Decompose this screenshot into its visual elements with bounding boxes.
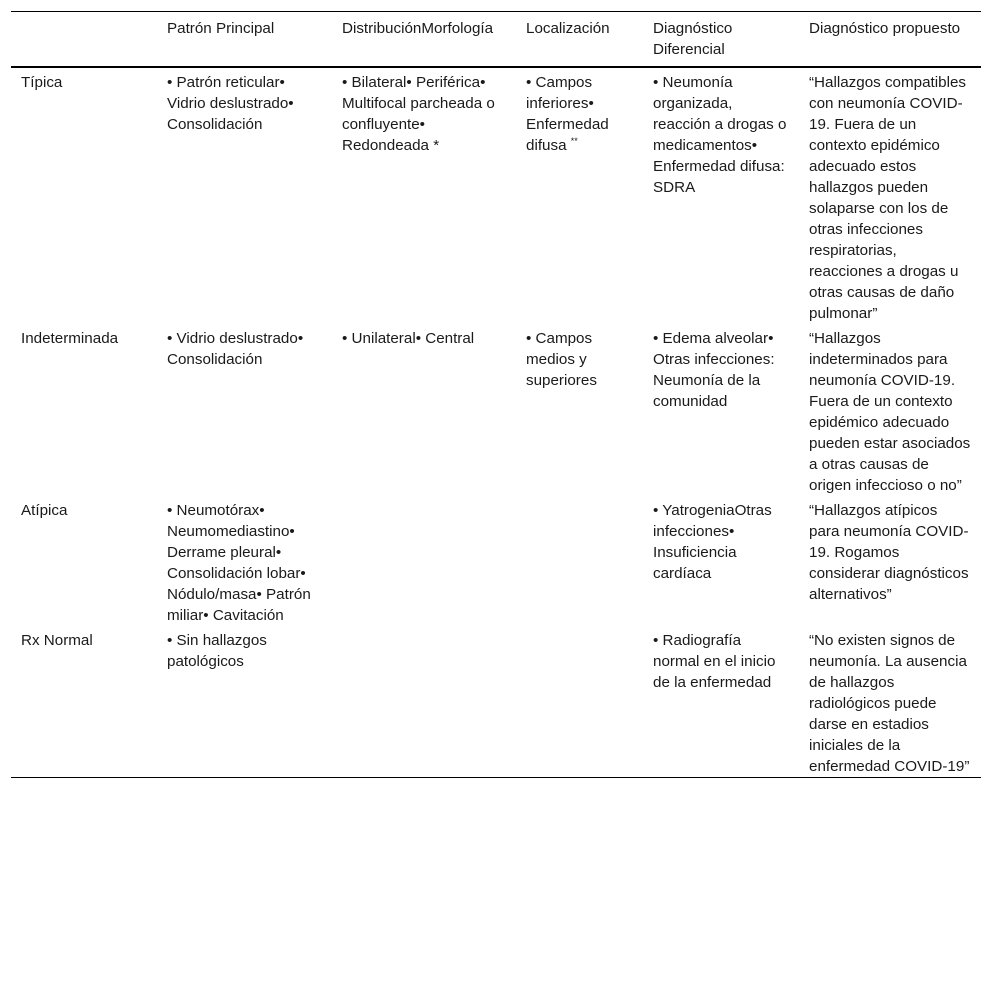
distribucion-cell: • Unilateral• Central (342, 330, 475, 347)
row-category-cell: Típica (21, 74, 63, 91)
distribucion-cell (332, 626, 516, 778)
localizacion-footnote-mark: ** (570, 135, 578, 146)
header-row (11, 12, 981, 68)
header-diagnostico-propuesto: Diagnóstico propuesto (809, 20, 961, 37)
patron-cell: • Sin hallazgos patológicos (167, 632, 267, 670)
distribucion-cell (332, 496, 516, 626)
patron-cell: • Patrón reticular• Vidrio deslustrado• Consolidación (167, 74, 294, 133)
localizacion-cell (516, 626, 643, 778)
header-localizacion: Localización (526, 20, 610, 37)
propuesto-cell: “Hallazgos compatibles con neumonía COVID-19. Fuera de un contexto epidémico adecuado estos hallazgos pueden solaparse con los de otras infecciones respiratorias, reacciones a drogas u otras causas de daño pulmonar” (809, 74, 967, 322)
row-category-cell: Atípica (21, 502, 68, 519)
row-category-cell: Indeterminada (21, 330, 119, 347)
diferencial-cell: • Edema alveolar• Otras infecciones: Neumonía de la comunidad (653, 330, 775, 410)
localizacion-cell (516, 496, 643, 626)
covid-radiology-findings-table (11, 11, 981, 778)
patron-cell: • Vidrio deslustrado• Consolidación (167, 330, 304, 368)
table-row (11, 324, 981, 496)
table-row (11, 67, 981, 324)
table-row (11, 626, 981, 778)
localizacion-cell (516, 67, 643, 324)
header-diagnostico-diferencial: Diagnóstico Diferencial (653, 20, 733, 58)
header-category (11, 12, 157, 68)
findings-table-container (11, 11, 981, 778)
distribucion-cell: • Bilateral• Periférica• Multifocal parcheada o confluyente• Redondeada * (342, 74, 495, 154)
row-category-cell: Rx Normal (21, 632, 93, 649)
propuesto-cell: “Hallazgos atípicos para neumonía COVID-19. Rogamos considerar diagnósticos alternativos” (809, 502, 969, 603)
localizacion-cell: • Campos medios y superiores (526, 330, 597, 389)
table-header (11, 12, 981, 68)
table-body (11, 67, 981, 778)
patron-cell: • Neumotórax• Neumomediastino• Derrame pleural• Consolidación lobar• Nódulo/masa• Patrón miliar• Cavitación (167, 502, 311, 624)
diferencial-cell: • Neumonía organizada, reacción a drogas o medicamentos• Enfermedad difusa: SDRA (653, 74, 787, 196)
propuesto-cell: “Hallazgos indeterminados para neumonía COVID-19. Fuera de un contexto epidémico adecuado pueden estar asociados a otras causas de origen infeccioso o no” (809, 330, 971, 494)
header-distribucion-morfologia: DistribuciónMorfología (342, 20, 494, 37)
diferencial-cell: • YatrogeniaOtras infecciones• Insuficiencia cardíaca (653, 502, 772, 582)
header-patron-principal: Patrón Principal (167, 20, 275, 37)
table-row (11, 496, 981, 626)
localizacion-text: • Campos inferiores• Enfermedad difusa (526, 74, 609, 154)
propuesto-cell: “No existen signos de neumonía. La ausencia de hallazgos radiológicos puede darse en estadios iniciales de la enfermedad COVID-19” (809, 632, 970, 775)
diferencial-cell: • Radiografía normal en el inicio de la enfermedad (653, 632, 776, 691)
